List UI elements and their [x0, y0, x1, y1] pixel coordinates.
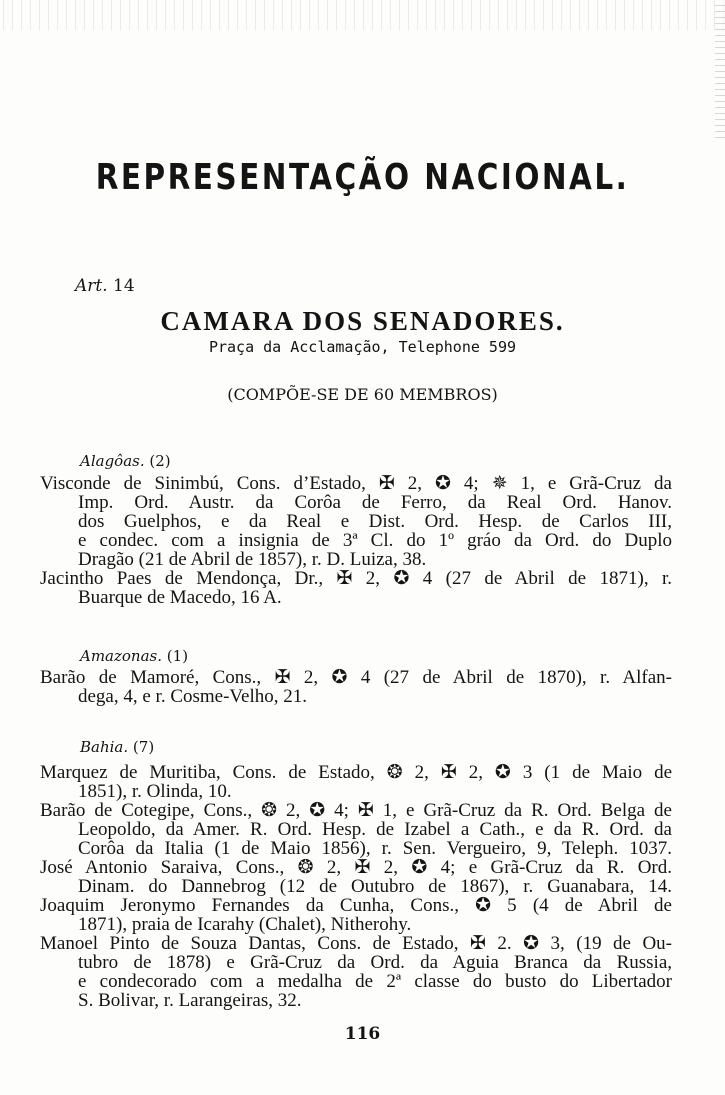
entry-line: Dinam. do Dannebrog (12 de Outubro de 1867), r. Guanabara, 14.	[78, 876, 672, 897]
entry-line: e condec. com a insignia de 3ª Cl. do 1º gráo da Ord. do Duplo	[78, 530, 672, 551]
entry-line: Barão de Mamoré, Cons., ✠ 2, ✪ 4 (27 de Abril de 1870), r. Alfan-	[40, 667, 672, 688]
state-heading-bahia	[80, 738, 154, 756]
chamber-heading: CAMARA DOS SENADORES.	[160, 306, 565, 336]
scan-noise-top	[0, 0, 725, 30]
entry-line: Corôa da Italia (1 de Maio 1856), r. Sen. Vergueiro, 9, Teleph. 1037.	[78, 838, 672, 859]
entry-line: Barão de Cotegipe, Cons., ❂ 2, ✪ 4; ✠ 1, e Grã-Cruz da R. Ord. Belga de	[40, 800, 672, 821]
entry-line: tubro de 1878) e Grã-Cruz da Ord. da Aguia Branca da Russia,	[78, 952, 672, 973]
entry-line: e condecorado com a medalha de 2ª classe do busto do Libertador	[78, 971, 672, 992]
entry-line: 1871), praia de Icarahy (Chalet), Nitherohy.	[78, 914, 412, 935]
section-amazonas	[40, 668, 672, 706]
section-alagoas	[40, 474, 672, 607]
entry-line: 1851), r. Olinda, 10.	[78, 781, 232, 802]
article-number: 14	[113, 276, 135, 296]
entry-line: Marquez de Muritiba, Cons. de Estado, ❂ 2, ✠ 2, ✪ 3 (1 de Maio de	[40, 762, 672, 783]
entry-line: dos Guelphos, e da Real e Dist. Ord. Hesp. de Carlos III,	[78, 511, 672, 532]
section-bahia	[40, 763, 672, 1010]
entry-line: Joaquim Jeronymo Fernandes da Cunha, Cons., ✪ 5 (4 de Abril de	[40, 895, 672, 916]
entry-line: Buarque de Macedo, 16 A.	[78, 587, 282, 608]
state-name: Alagôas.	[80, 452, 145, 470]
entry-line: Manoel Pinto de Souza Dantas, Cons. de Estado, ✠ 2. ✪ 3, (19 de Ou-	[40, 933, 672, 954]
article-label	[75, 276, 135, 296]
state-count: (7)	[132, 738, 155, 756]
entry-line: Imp. Ord. Austr. da Corôa de Ferro, da Real Ord. Hanov.	[78, 492, 672, 513]
article-prefix: Art.	[75, 276, 108, 296]
entry-line: Leopoldo, da Amer. R. Ord. Hesp. de Izabel a Cath., e da R. Ord. da	[78, 819, 672, 840]
entry-line: Jacintho Paes de Mendonça, Dr., ✠ 2, ✪ 4 (27 de Abril de 1871), r.	[40, 568, 672, 589]
state-count: (2)	[149, 452, 171, 470]
scan-noise-right	[715, 0, 725, 140]
page-title: REPRESENTAÇÃO NACIONAL.	[95, 157, 630, 198]
entry-line: S. Bolivar, r. Larangeiras, 32.	[78, 990, 302, 1011]
state-heading-alagoas	[80, 452, 171, 470]
state-name: Amazonas.	[80, 647, 163, 665]
entry-line: José Antonio Saraiva, Cons., ❂ 2, ✠ 2, ✪ 4; e Grã-Cruz da R. Ord.	[40, 857, 672, 878]
entry-line: Dragão (21 de Abril de 1857), r. D. Luiza, 38.	[78, 549, 427, 570]
entry-line: Visconde de Sinimbú, Cons. d’Estado, ✠ 2, ✪ 4; ✵ 1, e Grã-Cruz da	[40, 473, 672, 494]
chamber-address: Praça da Acclamação, Telephone 599	[208, 338, 517, 356]
members-note: (COMPÕE-SE DE 60 MEMBROS)	[227, 385, 498, 404]
state-count: (1)	[166, 647, 189, 665]
state-heading-amazonas	[80, 647, 188, 665]
state-name: Bahia.	[80, 738, 129, 756]
entry-line: dega, 4, e r. Cosme-Velho, 21.	[78, 686, 308, 707]
page-number: 116	[344, 1024, 381, 1044]
